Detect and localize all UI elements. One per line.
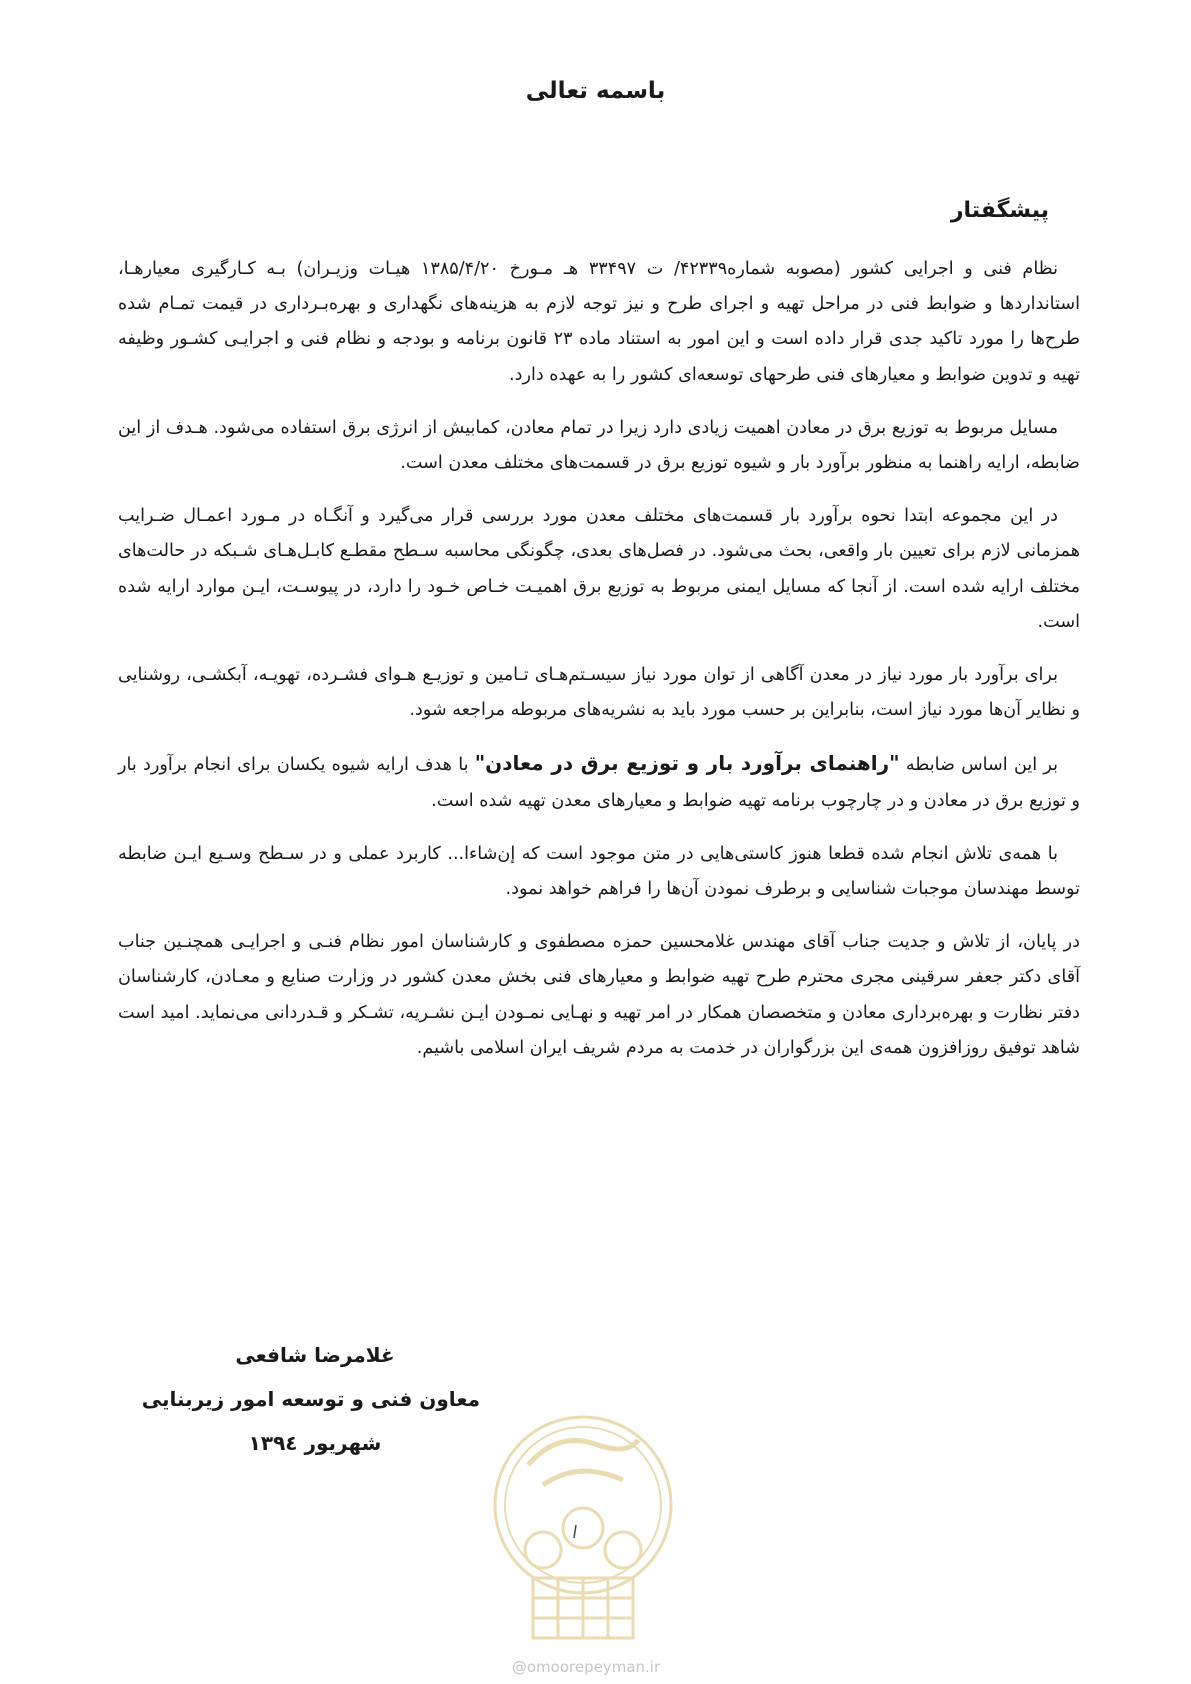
guide-title: "راهنمای برآورد بار و توزیع برق در معادن" xyxy=(474,751,900,776)
paragraph-5-lead: بر این اساس ضابطه xyxy=(899,755,1058,776)
paragraph-2: مسایل مربوط به توزیع برق در معادن اهمیت زیادی دارد زیرا در تمام معادن، کمابیش از انرژی برق استفاده می‌شود. هـدف از این ضابطه، ارایه راهنما به منظور برآورد بار و شیوه توزیع برق در قسمت‌های مختلف معدن است. xyxy=(118,417,1080,474)
page-heading: باسمه تعالی xyxy=(525,78,666,104)
signer-name: غلامرضا شافعی xyxy=(235,1343,395,1367)
paragraph-1: نظام فنی و اجرایی کشور (مصوبه شماره۴۲۳۳۹/ ت ۳۳۴۹۷ هـ مـورخ ۱۳۸۵/۴/۲۰ هیـات وزیـران) بـه کـارگیری معیارهـا، استانداردها و ضوابط فنی در مراحل تهیه و اجرای طرح و نیز توجه لازم به هزینه‌های نگهداری و بهره‌بـرداری در قیمت تمـام شده طرح‌ها را مورد تاکید جدی قرار داده است و این امور به استناد ماده ۲۳ قانون برنامه و بودجه و نظام فنی و اجرایـی کشـور وظیفه تهیه و تدوین ضوابط و معیارهای فنی طرحهای توسعه‌ای کشور را به عهده دارد. xyxy=(118,259,1080,385)
paragraph-7: در پایان، از تلاش و جدیت جناب آقای مهندس غلامحسین حمزه مصطفوی و کارشناسان امور نظام فنـی و اجرایـی همچنـین جناب آقای دکتر جعفر سرقینی مجری محترم طرح تهیه ضوابط و معیارهای فنی بخش معدن کشور در وزارت صنایع و معـادن، کارشناسان دفتر نظارت و بهره‌برداری معادن و متخصصان همکار در امر تهیه و نهـایی نمـودن ایـن نشـریه، تشـکر و قـدردانی می‌نماید. امید است شاهد توفیق روزافزون همه‌ی این بزرگواران در خدمت به مردم شریف ایران اسلامی باشیم. xyxy=(118,932,1080,1058)
paragraph-5 xyxy=(118,746,1080,818)
signature-block xyxy=(141,1333,480,1465)
preface-body xyxy=(118,252,1080,1084)
paragraph-5-rest: با هدف ارایه شیوه یکسان برای انجام برآورد بار و توزیع برق در معادن و در چارچوب برنامه تهیه ضوابط و معیارهای معدن تهیه شده است. xyxy=(118,755,1080,811)
signature-date: شهریور ۱۳۹٤ xyxy=(248,1431,382,1455)
watermark-logo-icon xyxy=(488,1410,678,1660)
signer-position: معاون فنی و توسعه امور زیربنایی xyxy=(141,1387,480,1411)
watermark-caption: @omoorepeyman.ir xyxy=(511,1658,661,1676)
paragraph-3: در این مجموعه ابتدا نحوه برآورد بار قسمت‌های مختلف معدن مورد بررسی قرار می‌گیرد و آنگـاه در مـورد اعمـال ضـرایب همزمانی لازم برای تعیین بار واقعی، بحث می‌شود. در فصل‌های بعدی، چگونگی محاسبه سـطح مقطـع کابـل‌هـای شـبکه در حالت‌های مختلف ارایه شده است. از آنجا که مسایل ایمنی مربوط به توزیع برق اهمیـت خـاص خـود را دارد، در پیوسـت، ایـن موارد ارایه شده است. xyxy=(118,506,1080,632)
section-title: پیشگفتار xyxy=(950,198,1049,223)
paragraph-4: برای برآورد بار مورد نیاز در معدن آگاهی از توان مورد نیاز سیسـتم‌هـای تـامین و توزیـع هـوای فشـرده، تهویـه، آبکشـی، روشنایی و نظایر آن‌ها مورد نیاز است، بنابراین بر حسب مورد باید به نشریه‌های مربوطه مراجعه شود. xyxy=(118,665,1080,721)
paragraph-6: با همه‌ی تلاش انجام شده قطعا هنوز کاستی‌هایی در متن موجود است که إن‌شاءا... کاربرد عملی و در سـطح وسـیع ایـن ضابطه توسط مهندسان موجبات شناسایی و برطرف نمودن آن‌ها را فراهم خواهد نمود. xyxy=(118,843,1080,900)
